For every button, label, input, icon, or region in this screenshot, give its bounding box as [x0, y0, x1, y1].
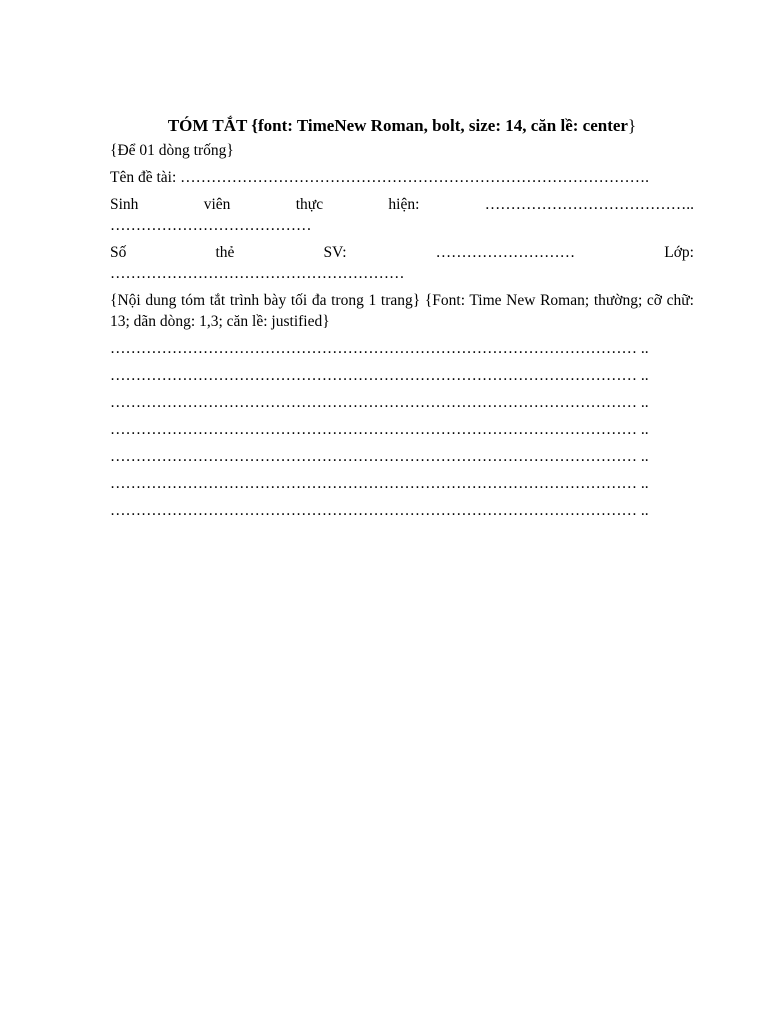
dot-line: ………………………………………………………………………………………… ..: [110, 448, 649, 465]
card-block: [110, 242, 694, 284]
dot-line: ………………………………………………………………………………………… ..: [110, 340, 649, 357]
content-note: {Nội dung tóm tắt trình bày tối đa trong 1 trang} {Font: Time New Roman; thường; cỡ chữ: 13; dãn dòng: 1,3; căn lề: justified}: [110, 292, 694, 330]
card-continuation: …………………………………………………: [110, 265, 405, 282]
document-title: [110, 112, 694, 140]
dot-line: ………………………………………………………………………………………… ..: [110, 475, 649, 492]
student-continuation: …………………………………: [110, 217, 312, 234]
title-closing-brace: }: [627, 116, 637, 135]
document-page: [110, 112, 694, 521]
student-word: hiện:: [388, 196, 420, 213]
student-word: Sinh: [110, 196, 139, 213]
card-id-dots: ………………………: [435, 244, 576, 261]
class-label: Lớp:: [664, 244, 694, 261]
blank-line-note: {Để 01 dòng trống}: [110, 142, 234, 159]
dot-line: ………………………………………………………………………………………… ..: [110, 394, 649, 411]
student-block: [110, 194, 694, 236]
card-word: SV:: [323, 244, 347, 261]
student-word: viên: [203, 196, 231, 213]
dot-line: ………………………………………………………………………………………… ..: [110, 502, 649, 519]
card-word: thẻ: [215, 244, 235, 261]
card-row: [110, 242, 694, 263]
dot-line: ………………………………………………………………………………………… ..: [110, 421, 649, 438]
student-name-dots: …………………………………..: [484, 196, 694, 213]
card-word: Số: [110, 244, 127, 261]
student-row: [110, 194, 694, 215]
topic-line: Tên đề tài: ……………………………………………………………………………….: [110, 169, 650, 186]
student-word: thực: [295, 196, 324, 213]
dot-line: ………………………………………………………………………………………… ..: [110, 367, 649, 384]
title-bold-text: TÓM TẮT {font: TimeNew Roman, bolt, size: 14, căn lề: center: [167, 116, 628, 135]
